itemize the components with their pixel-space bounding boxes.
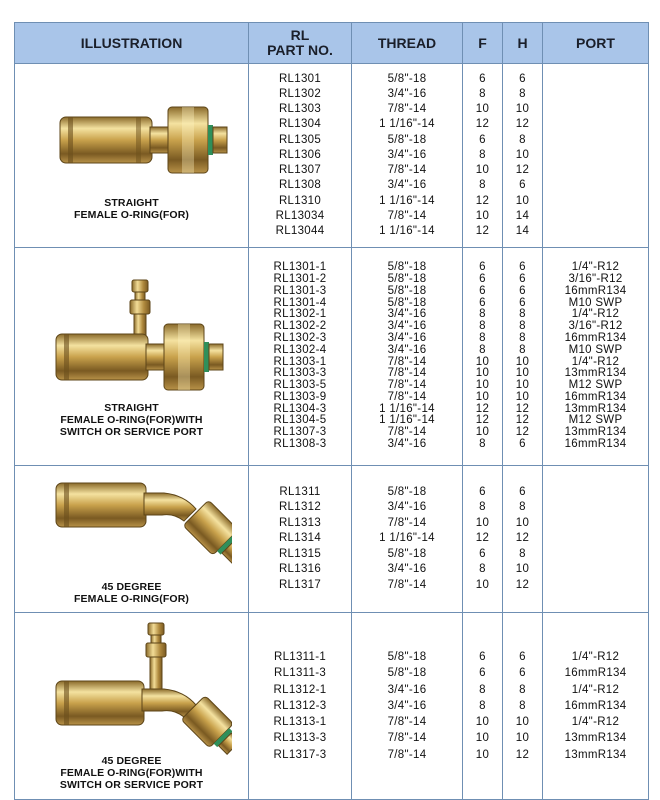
f-size: 10 xyxy=(475,748,490,761)
port-column xyxy=(543,466,649,613)
part-number: RL1303 xyxy=(278,103,322,116)
h-size: 8 xyxy=(519,501,526,514)
port-spec: 1/4"-R12 xyxy=(571,261,620,274)
port-spec: 3/16"-R12 xyxy=(568,272,623,285)
part-number: RL1304-5 xyxy=(273,414,327,427)
port-column xyxy=(543,248,649,466)
thread-size: 5/8"-18 xyxy=(387,272,427,285)
port-spec xyxy=(543,102,648,117)
part-number: RL1302 xyxy=(278,88,322,101)
part-number: RL1314 xyxy=(278,532,322,545)
port-spec xyxy=(543,178,648,193)
port-spec: 16mmR134 xyxy=(564,284,627,297)
45-degree-fitting-with-port-image xyxy=(32,617,232,755)
h-size: 8 xyxy=(519,683,526,696)
port-spec xyxy=(543,117,648,132)
h-size: 10 xyxy=(515,148,530,161)
f-size: 6 xyxy=(479,650,486,663)
port-spec: 16mmR134 xyxy=(564,331,627,344)
f-size: 8 xyxy=(479,148,486,161)
port-spec: M10 SWP xyxy=(568,296,623,309)
part-number: RL1307 xyxy=(278,164,322,177)
port-spec: 1/4"-R12 xyxy=(571,355,620,368)
part-number: RL1308-3 xyxy=(273,438,327,451)
f-size: 6 xyxy=(479,296,486,309)
f-size: 10 xyxy=(475,355,490,368)
f-size: 8 xyxy=(479,320,486,333)
h-size: 10 xyxy=(515,355,530,368)
h-size: 8 xyxy=(519,547,526,560)
h-size: 6 xyxy=(519,667,526,680)
fitting-catalog-table xyxy=(14,22,649,800)
table-header-row xyxy=(15,23,649,64)
h-size: 12 xyxy=(515,748,530,761)
illustration-cell xyxy=(15,466,249,613)
part-number: RL1306 xyxy=(278,148,322,161)
f-size: 12 xyxy=(475,118,490,131)
port-spec: 16mmR134 xyxy=(564,438,627,451)
part-number: RL1313 xyxy=(278,516,322,529)
h-size: 12 xyxy=(515,402,530,415)
illustration-cell xyxy=(15,64,249,248)
port-spec xyxy=(543,209,648,224)
h-size: 6 xyxy=(519,486,526,499)
part-number: RL1317 xyxy=(278,578,322,591)
thread-size: 1 1/16"-14 xyxy=(379,414,435,427)
part-number: RL1302-4 xyxy=(273,343,327,356)
caption-45-degree-with-port: 45 DEGREE FEMALE O-RING(FOR)WITH SWITCH OR SERVICE PORT xyxy=(59,755,204,791)
f-size: 6 xyxy=(479,284,486,297)
thread-size: 3/4"-16 xyxy=(387,438,427,451)
part-number: RL1302-2 xyxy=(273,320,327,333)
thread-size: 3/4"-16 xyxy=(387,308,427,321)
f-size: 10 xyxy=(475,367,490,380)
thread-size: 5/8"-18 xyxy=(387,284,427,297)
h-size: 12 xyxy=(515,578,530,591)
part-number: RL1305 xyxy=(278,133,322,146)
h-size: 6 xyxy=(519,438,526,451)
thread-size: 7/8"-14 xyxy=(387,578,427,591)
section-45-degree-with-port xyxy=(15,613,649,800)
f-size: 10 xyxy=(475,390,490,403)
thread-size: 7/8"-14 xyxy=(387,748,427,761)
port-spec xyxy=(543,133,648,148)
part-no-column xyxy=(249,64,352,248)
header-illustration: ILLUSTRATION xyxy=(15,23,249,64)
part-number: RL1303-9 xyxy=(273,390,327,403)
h-column xyxy=(503,64,543,248)
h-size: 10 xyxy=(515,379,530,392)
port-spec: 13mmR134 xyxy=(564,426,627,439)
f-size: 10 xyxy=(475,578,490,591)
f-size: 10 xyxy=(475,516,490,529)
part-number: RL1302-3 xyxy=(273,331,327,344)
illustration-cell xyxy=(15,248,249,466)
thread-size: 3/4"-16 xyxy=(387,699,427,712)
port-spec xyxy=(543,516,648,531)
part-no-column xyxy=(249,613,352,800)
part-number: RL13034 xyxy=(275,209,325,222)
h-column xyxy=(503,466,543,613)
part-number: RL1312 xyxy=(278,501,322,514)
thread-size: 7/8"-14 xyxy=(387,164,427,177)
h-size: 6 xyxy=(519,272,526,285)
part-no-column xyxy=(249,248,352,466)
caption-straight-with-port: STRAIGHT FEMALE O-RING(FOR)WITH SWITCH OR SERVICE PORT xyxy=(59,401,204,438)
part-number: RL1301-3 xyxy=(273,284,327,297)
part-number: RL1302-1 xyxy=(273,308,327,321)
f-size: 10 xyxy=(475,209,490,222)
h-size: 6 xyxy=(519,179,526,192)
thread-column xyxy=(352,64,463,248)
header-rl-part-no-text: RL PART NO. xyxy=(267,27,333,58)
h-column xyxy=(503,248,543,466)
thread-size: 3/4"-16 xyxy=(387,501,427,514)
illustration-cell xyxy=(15,613,249,800)
port-spec xyxy=(543,148,648,163)
port-spec: 13mmR134 xyxy=(564,732,627,745)
port-spec: 1/4"-R12 xyxy=(571,308,620,321)
f-column xyxy=(463,248,503,466)
part-number: RL1312-1 xyxy=(273,683,327,696)
h-size: 8 xyxy=(519,88,526,101)
port-spec: M12 SWP xyxy=(568,379,623,392)
f-size: 6 xyxy=(479,272,486,285)
f-size: 6 xyxy=(479,667,486,680)
port-spec xyxy=(543,547,648,562)
h-size: 12 xyxy=(515,426,530,439)
thread-size: 7/8"-14 xyxy=(387,379,427,392)
thread-size: 5/8"-18 xyxy=(387,547,427,560)
f-column xyxy=(463,466,503,613)
h-size: 10 xyxy=(515,716,530,729)
thread-size: 1 1/16"-14 xyxy=(379,194,435,207)
port-spec: 16mmR134 xyxy=(564,390,627,403)
header-rl-part-no xyxy=(249,23,352,64)
part-number: RL1311 xyxy=(279,486,321,499)
part-number: RL1304-3 xyxy=(273,402,327,415)
part-number: RL1301-4 xyxy=(273,296,327,309)
thread-size: 3/4"-16 xyxy=(387,320,427,333)
part-number: RL1317-3 xyxy=(273,748,327,761)
f-column xyxy=(463,613,503,800)
thread-size: 3/4"-16 xyxy=(387,683,427,696)
section-45-degree-female-oring xyxy=(15,466,649,613)
part-no-column xyxy=(249,466,352,613)
thread-size: 7/8"-14 xyxy=(387,516,427,529)
f-size: 8 xyxy=(479,343,486,356)
thread-size: 3/4"-16 xyxy=(387,563,427,576)
port-spec xyxy=(543,163,648,178)
thread-size: 5/8"-18 xyxy=(387,667,427,680)
f-size: 10 xyxy=(475,716,490,729)
h-size: 10 xyxy=(515,563,530,576)
h-size: 12 xyxy=(515,164,530,177)
h-size: 10 xyxy=(515,103,530,116)
port-spec xyxy=(543,531,648,546)
h-column xyxy=(503,613,543,800)
part-number: RL1311-1 xyxy=(273,650,327,663)
thread-size: 3/4"-16 xyxy=(387,148,427,161)
header-h: H xyxy=(503,23,543,64)
part-number: RL1303-3 xyxy=(273,367,327,380)
thread-size: 7/8"-14 xyxy=(387,209,427,222)
f-size: 8 xyxy=(479,501,486,514)
thread-column xyxy=(352,248,463,466)
port-spec xyxy=(543,87,648,102)
h-size: 6 xyxy=(519,296,526,309)
header-thread: THREAD xyxy=(352,23,463,64)
thread-size: 5/8"-18 xyxy=(387,72,427,85)
part-number: RL1301-1 xyxy=(273,261,327,274)
port-spec xyxy=(543,500,648,515)
f-size: 12 xyxy=(475,414,490,427)
part-number: RL1308 xyxy=(278,179,322,192)
header-f: F xyxy=(463,23,503,64)
f-size: 8 xyxy=(479,331,486,344)
h-size: 10 xyxy=(515,516,530,529)
f-size: 6 xyxy=(479,547,486,560)
thread-size: 7/8"-14 xyxy=(387,103,427,116)
f-column xyxy=(463,64,503,248)
port-spec: 16mmR134 xyxy=(564,667,627,680)
port-spec: 1/4"-R12 xyxy=(571,716,620,729)
port-spec: 13mmR134 xyxy=(564,748,627,761)
thread-size: 7/8"-14 xyxy=(387,367,427,380)
h-size: 10 xyxy=(515,367,530,380)
port-spec: 1/4"-R12 xyxy=(571,683,620,696)
h-size: 12 xyxy=(515,532,530,545)
f-size: 8 xyxy=(479,563,486,576)
section-straight-female-oring xyxy=(15,64,649,248)
header-port: PORT xyxy=(543,23,649,64)
f-size: 8 xyxy=(479,179,486,192)
thread-size: 7/8"-14 xyxy=(387,426,427,439)
port-spec: 1/4"-R12 xyxy=(571,650,620,663)
h-size: 6 xyxy=(519,72,526,85)
part-number: RL1315 xyxy=(278,547,322,560)
f-size: 12 xyxy=(475,194,490,207)
part-number: RL1303-5 xyxy=(273,379,327,392)
h-size: 14 xyxy=(515,224,530,237)
port-spec xyxy=(543,194,648,209)
port-column xyxy=(543,613,649,800)
part-number: RL1307-3 xyxy=(273,426,327,439)
thread-size: 7/8"-14 xyxy=(387,732,427,745)
thread-size: 5/8"-18 xyxy=(387,296,427,309)
thread-size: 1 1/16"-14 xyxy=(379,118,435,131)
h-size: 10 xyxy=(515,390,530,403)
f-size: 10 xyxy=(475,103,490,116)
h-size: 8 xyxy=(519,320,526,333)
caption-45-degree-female-oring: 45 DEGREE FEMALE O-RING(FOR) xyxy=(74,581,189,605)
f-size: 8 xyxy=(479,88,486,101)
thread-column xyxy=(352,613,463,800)
45-degree-fitting-image xyxy=(32,469,232,581)
thread-size: 1 1/16"-14 xyxy=(379,224,435,237)
f-size: 6 xyxy=(479,133,486,146)
part-number: RL1304 xyxy=(278,118,322,131)
part-number: RL1313-1 xyxy=(273,716,327,729)
thread-size: 3/4"-16 xyxy=(387,88,427,101)
part-number: RL1303-1 xyxy=(273,355,327,368)
port-spec xyxy=(543,72,648,87)
part-number: RL1301 xyxy=(278,72,322,85)
straight-fitting-with-port-image xyxy=(32,272,232,402)
straight-fitting-image xyxy=(32,87,232,197)
port-spec: 13mmR134 xyxy=(564,402,627,415)
part-number: RL1301-2 xyxy=(273,272,327,285)
thread-size: 7/8"-14 xyxy=(387,390,427,403)
h-size: 8 xyxy=(519,331,526,344)
f-size: 12 xyxy=(475,402,490,415)
f-size: 10 xyxy=(475,379,490,392)
h-size: 8 xyxy=(519,133,526,146)
port-spec: 13mmR134 xyxy=(564,367,627,380)
thread-size: 5/8"-18 xyxy=(387,261,427,274)
f-size: 8 xyxy=(479,699,486,712)
f-size: 6 xyxy=(479,486,486,499)
f-size: 10 xyxy=(475,164,490,177)
h-size: 10 xyxy=(515,732,530,745)
h-size: 6 xyxy=(519,284,526,297)
caption-straight-female-oring: STRAIGHT FEMALE O-RING(FOR) xyxy=(74,196,189,221)
thread-size: 1 1/16"-14 xyxy=(379,402,435,415)
f-size: 8 xyxy=(479,438,486,451)
f-size: 10 xyxy=(475,426,490,439)
part-number: RL1312-3 xyxy=(273,699,327,712)
f-size: 12 xyxy=(475,224,490,237)
f-size: 8 xyxy=(479,308,486,321)
part-number: RL1313-3 xyxy=(273,732,327,745)
part-number: RL1311-3 xyxy=(273,667,327,680)
port-spec: M12 SWP xyxy=(568,414,623,427)
f-size: 8 xyxy=(479,683,486,696)
h-size: 6 xyxy=(519,261,526,274)
thread-size: 5/8"-18 xyxy=(387,486,427,499)
f-size: 12 xyxy=(475,532,490,545)
h-size: 14 xyxy=(515,209,530,222)
thread-size: 3/4"-16 xyxy=(387,331,427,344)
h-size: 8 xyxy=(519,699,526,712)
thread-size: 7/8"-14 xyxy=(387,355,427,368)
thread-size: 7/8"-14 xyxy=(387,716,427,729)
part-number: RL13044 xyxy=(275,224,325,237)
f-size: 10 xyxy=(475,732,490,745)
port-spec xyxy=(543,562,648,577)
part-number: RL1310 xyxy=(278,194,322,207)
thread-size: 3/4"-16 xyxy=(387,343,427,356)
h-size: 12 xyxy=(515,414,530,427)
section-straight-with-port xyxy=(15,248,649,466)
h-size: 10 xyxy=(515,194,530,207)
thread-column xyxy=(352,466,463,613)
part-number: RL1316 xyxy=(278,563,322,576)
port-spec xyxy=(543,485,648,500)
port-spec xyxy=(543,224,648,239)
h-size: 6 xyxy=(519,650,526,663)
thread-size: 5/8"-18 xyxy=(387,133,427,146)
thread-size: 3/4"-16 xyxy=(387,179,427,192)
thread-size: 5/8"-18 xyxy=(387,650,427,663)
port-spec: 3/16"-R12 xyxy=(568,320,623,333)
h-size: 12 xyxy=(515,118,530,131)
f-size: 6 xyxy=(479,261,486,274)
port-spec xyxy=(543,578,648,593)
port-spec: M10 SWP xyxy=(568,343,623,356)
f-size: 6 xyxy=(479,72,486,85)
h-size: 8 xyxy=(519,343,526,356)
thread-size: 1 1/16"-14 xyxy=(379,532,435,545)
h-size: 8 xyxy=(519,308,526,321)
port-spec: 16mmR134 xyxy=(564,699,627,712)
port-column xyxy=(543,64,649,248)
